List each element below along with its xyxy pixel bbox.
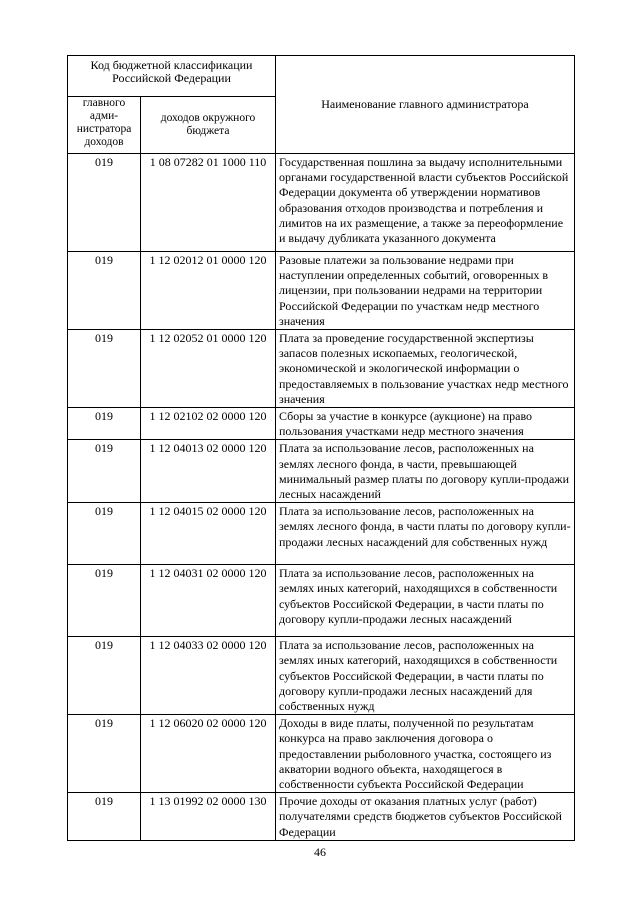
income-code-cell: 1 12 04031 02 0000 120 [141, 565, 276, 637]
income-code-cell: 1 12 04013 02 0000 120 [141, 440, 276, 503]
admin-name-cell: Доходы в виде платы, полученной по результатам конкурса на право заключения договора о предоставлении рыболовного участка, состоящего из акватории водного объекта, находящегося в собственности субъекта Российской Федерации [276, 715, 575, 793]
admin-name-cell: Плата за проведение государственной экспертизы запасов полезных ископаемых, геологической, экономической и экологической информации о предоставляемых в пользование участках недр местного значения [276, 330, 575, 408]
admin-name-cell: Плата за использование лесов, расположенных на землях иных категорий, находящихся в собственности субъектов Российской Федерации, в части платы по договору купли-продажи лесных насаждений для собственных нужд [276, 637, 575, 715]
admin-code-cell: 019 [68, 715, 141, 793]
admin-code-cell: 019 [68, 408, 141, 440]
admin-code-cell: 019 [68, 637, 141, 715]
income-code-cell: 1 08 07282 01 1000 110 [141, 154, 276, 252]
table-row [68, 637, 575, 715]
income-code-header: доходов окружного бюджета [141, 97, 276, 154]
income-code-cell: 1 12 02012 01 0000 120 [141, 252, 276, 330]
admin-name-cell: Плата за использование лесов, расположенных на землях лесного фонда, в части, превышающей минимальный размер платы по договору купли-продажи лесных насаждений [276, 440, 575, 503]
admin-code-cell: 019 [68, 252, 141, 330]
admin-name-cell: Плата за использование лесов, расположенных на землях лесного фонда, в части платы по договору купли-продажи лесных насаждений для собственных нужд [276, 503, 575, 565]
income-code-cell: 1 12 04015 02 0000 120 [141, 503, 276, 565]
table-row [68, 154, 575, 252]
table-row [68, 330, 575, 408]
admin-code-header: главного адми-нистратора доходов [68, 97, 141, 154]
admin-name-cell: Разовые платежи за пользование недрами при наступлении определенных событий, оговоренных в лицензии, при пользовании недрами на территории Российской Федерации по участкам недр местного значения [276, 252, 575, 330]
admin-code-cell: 019 [68, 330, 141, 408]
income-code-cell: 1 13 01992 02 0000 130 [141, 793, 276, 841]
page-number: 46 [314, 845, 326, 859]
kbk-group-header: Код бюджетной классификации Российской Федерации [68, 56, 276, 97]
admin-code-cell: 019 [68, 154, 141, 252]
admin-name-cell: Сборы за участие в конкурсе (аукционе) на право пользования участками недр местного значения [276, 408, 575, 440]
admin-code-cell: 019 [68, 565, 141, 637]
admin-code-cell: 019 [68, 503, 141, 565]
table-row [68, 503, 575, 565]
admin-code-cell: 019 [68, 440, 141, 503]
table-row [68, 565, 575, 637]
income-code-cell: 1 12 02052 01 0000 120 [141, 330, 276, 408]
table-row [68, 252, 575, 330]
admin-code-cell: 019 [68, 793, 141, 841]
table-row [68, 440, 575, 503]
table-row [68, 408, 575, 440]
admin-name-cell: Плата за использование лесов, расположенных на землях иных категорий, находящихся в собственности субъектов Российской Федерации, в части платы по договору купли-продажи лесных насаждений [276, 565, 575, 637]
admin-name-cell: Прочие доходы от оказания платных услуг (работ) получателями средств бюджетов субъектов Российской Федерации [276, 793, 575, 841]
income-code-cell: 1 12 04033 02 0000 120 [141, 637, 276, 715]
admin-name-cell: Государственная пошлина за выдачу исполнительными органами государственной власти субъектов Российской Федерации документа об утверждении нормативов образования отходов производства и потребления и лимитов на их размещение, а также за переоформление и выдачу дубликата указанного документа [276, 154, 575, 252]
table-row [68, 715, 575, 793]
table-row [68, 793, 575, 841]
income-code-cell: 1 12 02102 02 0000 120 [141, 408, 276, 440]
budget-classification-table [67, 55, 575, 841]
income-code-cell: 1 12 06020 02 0000 120 [141, 715, 276, 793]
admin-name-header: Наименование главного администратора [276, 56, 575, 154]
